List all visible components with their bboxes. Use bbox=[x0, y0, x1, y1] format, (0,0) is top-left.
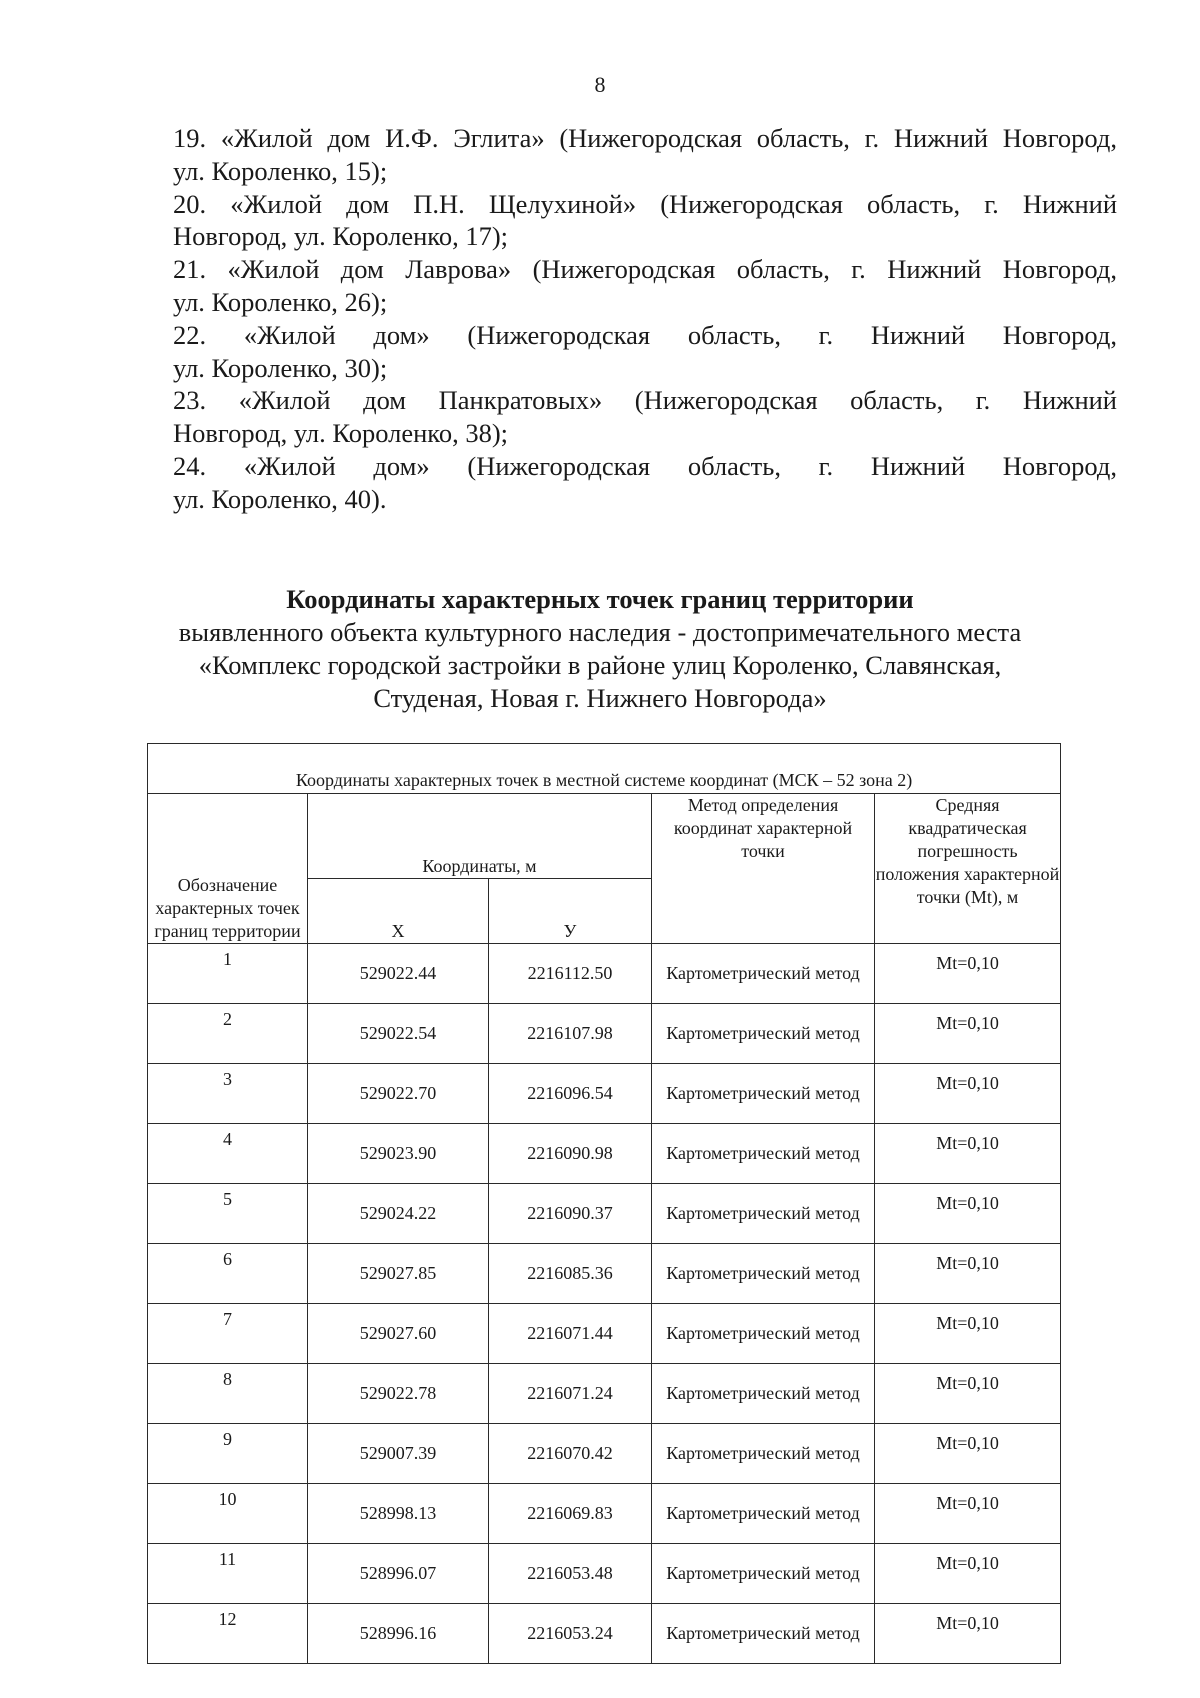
list-item bbox=[173, 384, 1117, 450]
table-row bbox=[148, 944, 1061, 1004]
x-coordinate: 529027.60 bbox=[308, 1304, 489, 1364]
method-cell: Картометрический метод bbox=[652, 1184, 875, 1244]
table-row bbox=[148, 1304, 1061, 1364]
y-coordinate: 2216090.37 bbox=[489, 1184, 652, 1244]
page-number: 8 bbox=[594, 72, 606, 97]
y-coordinate: 2216070.42 bbox=[489, 1424, 652, 1484]
heading-title: Координаты характерных точек границ территории bbox=[286, 584, 914, 614]
method-cell: Картометрический метод bbox=[652, 1484, 875, 1544]
point-number: 9 bbox=[148, 1424, 308, 1484]
table-row bbox=[148, 1484, 1061, 1544]
error-cell: Mt=0,10 bbox=[875, 1364, 1061, 1424]
header-point: Обозначение характерных точек границ территории bbox=[148, 794, 308, 944]
method-cell: Картометрический метод bbox=[652, 1124, 875, 1184]
list-item-line: 22. «Жилой дом» (Нижегородская область, г. Нижний Новгород, bbox=[173, 319, 1117, 350]
y-coordinate: 2216090.98 bbox=[489, 1124, 652, 1184]
x-coordinate: 529022.54 bbox=[308, 1004, 489, 1064]
error-cell: Mt=0,10 bbox=[875, 1004, 1061, 1064]
error-cell: Mt=0,10 bbox=[875, 1484, 1061, 1544]
y-coordinate: 2216107.98 bbox=[489, 1004, 652, 1064]
y-coordinate: 2216069.83 bbox=[489, 1484, 652, 1544]
point-number: 7 bbox=[148, 1304, 308, 1364]
x-coordinate: 528996.16 bbox=[308, 1604, 489, 1664]
error-cell: Mt=0,10 bbox=[875, 1244, 1061, 1304]
list-item bbox=[173, 188, 1117, 254]
coordinates-table bbox=[147, 743, 1061, 1664]
y-coordinate: 2216053.48 bbox=[489, 1544, 652, 1604]
point-number: 11 bbox=[148, 1544, 308, 1604]
y-coordinate: 2216112.50 bbox=[489, 944, 652, 1004]
header-coordinates: Координаты, м bbox=[308, 794, 652, 879]
table-row bbox=[148, 1424, 1061, 1484]
heading-line: «Комплекс городской застройки в районе улиц Короленко, Славянская, bbox=[198, 650, 1002, 680]
object-list bbox=[173, 122, 1117, 516]
method-cell: Картометрический метод bbox=[652, 1244, 875, 1304]
x-coordinate: 529022.44 bbox=[308, 944, 489, 1004]
error-cell: Mt=0,10 bbox=[875, 1604, 1061, 1664]
error-cell: Mt=0,10 bbox=[875, 1544, 1061, 1604]
y-coordinate: 2216096.54 bbox=[489, 1064, 652, 1124]
x-coordinate: 528998.13 bbox=[308, 1484, 489, 1544]
x-coordinate: 529027.85 bbox=[308, 1244, 489, 1304]
y-coordinate: 2216085.36 bbox=[489, 1244, 652, 1304]
table-row bbox=[148, 1004, 1061, 1064]
method-cell: Картометрический метод bbox=[652, 1364, 875, 1424]
point-number: 2 bbox=[148, 1004, 308, 1064]
y-coordinate: 2216053.24 bbox=[489, 1604, 652, 1664]
section-heading bbox=[130, 583, 1070, 715]
list-item bbox=[173, 319, 1117, 385]
error-cell: Mt=0,10 bbox=[875, 1304, 1061, 1364]
error-cell: Mt=0,10 bbox=[875, 944, 1061, 1004]
point-number: 3 bbox=[148, 1064, 308, 1124]
point-number: 12 bbox=[148, 1604, 308, 1664]
x-coordinate: 529024.22 bbox=[308, 1184, 489, 1244]
list-item-line: 24. «Жилой дом» (Нижегородская область, г. Нижний Новгород, bbox=[173, 450, 1117, 481]
header-x: X bbox=[308, 879, 489, 944]
error-cell: Mt=0,10 bbox=[875, 1124, 1061, 1184]
table-row bbox=[148, 1244, 1061, 1304]
x-coordinate: 529023.90 bbox=[308, 1124, 489, 1184]
list-item-line: 20. «Жилой дом П.Н. Щелухиной» (Нижегородская область, г. Нижний bbox=[173, 188, 1117, 219]
method-cell: Картометрический метод bbox=[652, 1604, 875, 1664]
method-cell: Картометрический метод bbox=[652, 1424, 875, 1484]
header-error: Средняя квадратическая погрешность положения характерной точки (Mt), м bbox=[875, 794, 1061, 944]
header-y: У bbox=[489, 879, 652, 944]
error-cell: Mt=0,10 bbox=[875, 1424, 1061, 1484]
list-item-line: 19. «Жилой дом И.Ф. Эглита» (Нижегородская область, г. Нижний Новгород, bbox=[173, 123, 1117, 153]
y-coordinate: 2216071.44 bbox=[489, 1304, 652, 1364]
method-cell: Картометрический метод bbox=[652, 1004, 875, 1064]
y-coordinate: 2216071.24 bbox=[489, 1364, 652, 1424]
table-row bbox=[148, 1064, 1061, 1124]
point-number: 10 bbox=[148, 1484, 308, 1544]
table-row bbox=[148, 1604, 1061, 1664]
table-title: Координаты характерных точек в местной системе координат (МСК – 52 зона 2) bbox=[148, 744, 1061, 794]
x-coordinate: 529022.70 bbox=[308, 1064, 489, 1124]
list-item-line: Новгород, ул. Короленко, 38); bbox=[173, 418, 509, 449]
heading-line: выявленного объекта культурного наследия - достопримечательного места bbox=[178, 617, 1022, 647]
table-row bbox=[148, 1124, 1061, 1184]
list-item-line: 23. «Жилой дом Панкратовых» (Нижегородская область, г. Нижний bbox=[173, 385, 1117, 416]
point-number: 8 bbox=[148, 1364, 308, 1424]
list-item-line: Новгород, ул. Короленко, 17); bbox=[173, 221, 509, 252]
point-number: 1 bbox=[148, 944, 308, 1004]
x-coordinate: 529022.78 bbox=[308, 1364, 489, 1424]
header-method: Метод определения координат характерной точки bbox=[652, 794, 875, 944]
list-item bbox=[173, 253, 1117, 319]
method-cell: Картометрический метод bbox=[652, 1544, 875, 1604]
error-cell: Mt=0,10 bbox=[875, 1064, 1061, 1124]
point-number: 6 bbox=[148, 1244, 308, 1304]
point-number: 5 bbox=[148, 1184, 308, 1244]
method-cell: Картометрический метод bbox=[652, 1064, 875, 1124]
list-item bbox=[173, 122, 1117, 188]
list-item bbox=[173, 450, 1117, 516]
method-cell: Картометрический метод bbox=[652, 944, 875, 1004]
table-row bbox=[148, 1364, 1061, 1424]
table-row bbox=[148, 1184, 1061, 1244]
x-coordinate: 528996.07 bbox=[308, 1544, 489, 1604]
heading-line: Студеная, Новая г. Нижнего Новгорода» bbox=[373, 683, 827, 713]
method-cell: Картометрический метод bbox=[652, 1304, 875, 1364]
error-cell: Mt=0,10 bbox=[875, 1184, 1061, 1244]
table-row bbox=[148, 1544, 1061, 1604]
list-item-line: ул. Короленко, 30); bbox=[173, 352, 388, 383]
list-item-line: ул. Короленко, 26); bbox=[173, 286, 388, 317]
x-coordinate: 529007.39 bbox=[308, 1424, 489, 1484]
point-number: 4 bbox=[148, 1124, 308, 1184]
list-item-line: ул. Короленко, 15); bbox=[173, 155, 388, 186]
list-item-line: 21. «Жилой дом Лаврова» (Нижегородская область, г. Нижний Новгород, bbox=[173, 254, 1117, 285]
list-item-line: ул. Короленко, 40). bbox=[173, 483, 387, 514]
